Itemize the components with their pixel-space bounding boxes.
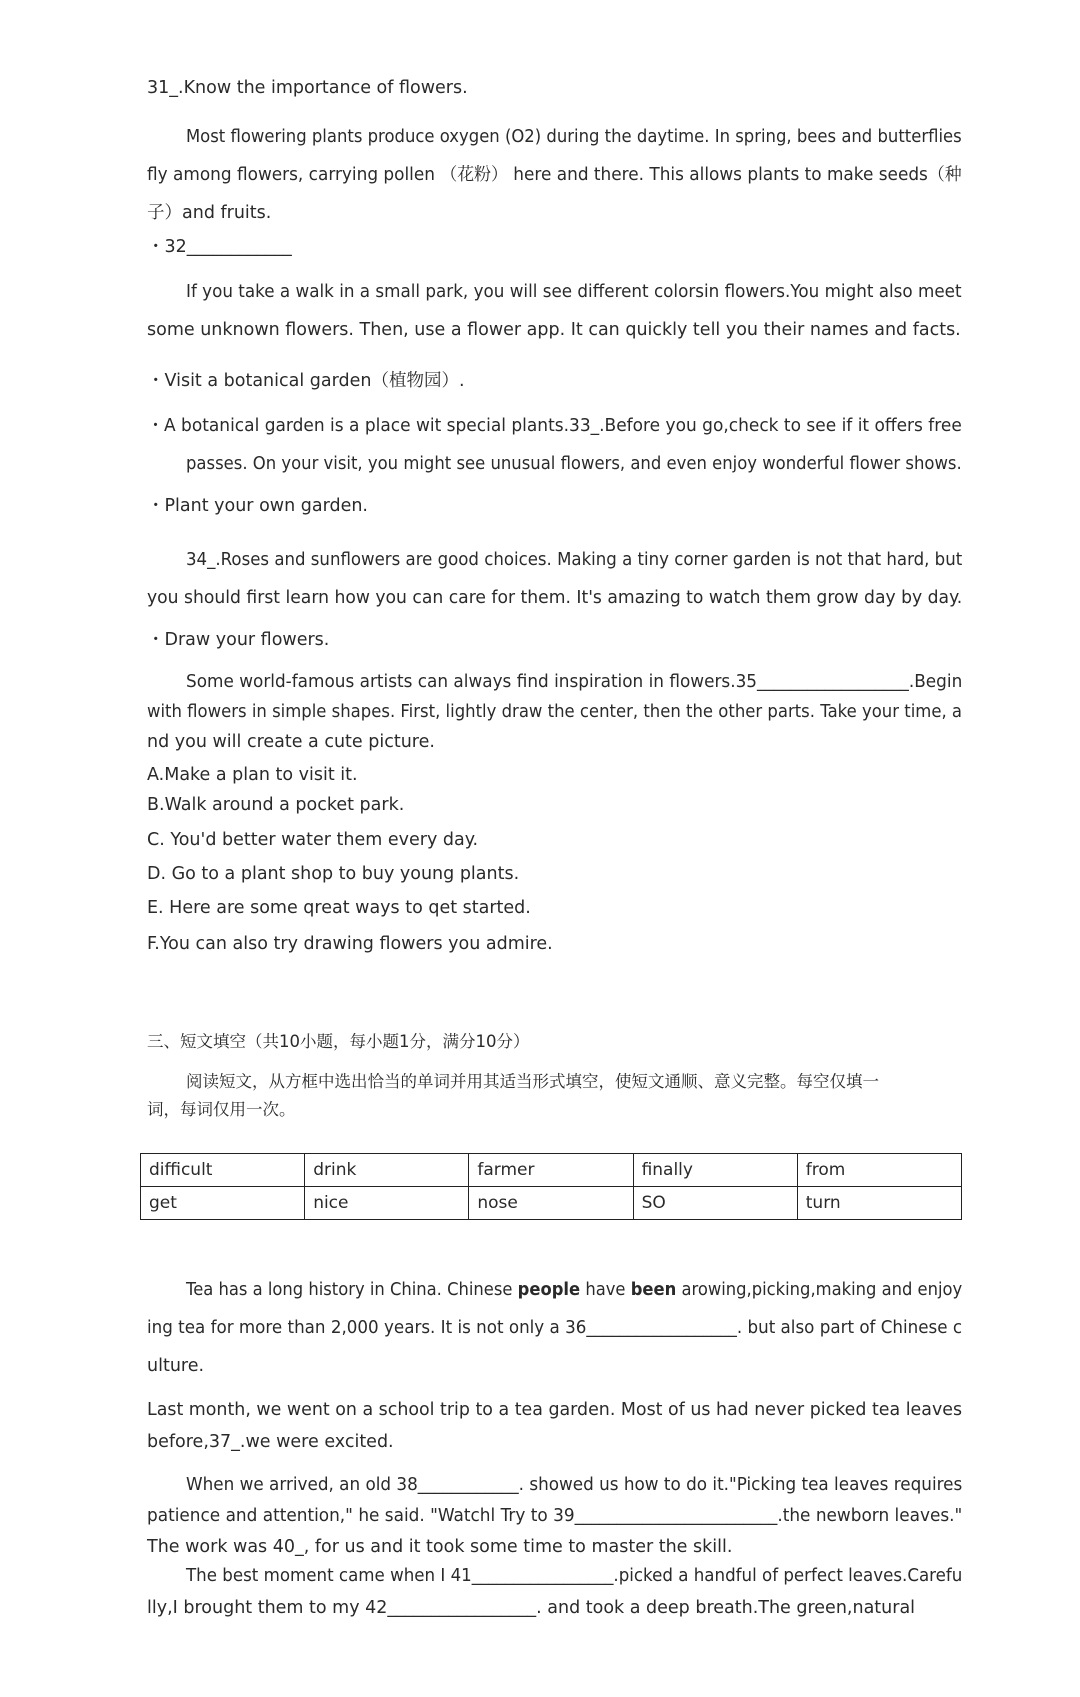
word-box-row — [141, 1187, 962, 1220]
text-run: Tea has a long history in China. Chinese — [186, 1280, 518, 1300]
item-31-heading: 31_.Know the importance of flowers. — [147, 78, 468, 98]
bullet-33: ・A botanical garden is a place wit special plants.33_.Before you go,check to see if it offers free — [147, 416, 962, 436]
paragraph-line: ulture. — [147, 1356, 205, 1376]
paragraph-line: If you take a walk in a small park, you will see different colorsin flowers.You might also meet — [186, 282, 962, 302]
option-c: C. You'd better water them every day. — [147, 830, 479, 850]
paragraph-line: nd you will create a cute picture. — [147, 732, 435, 752]
word-cell: from — [797, 1154, 961, 1187]
word-cell: SO — [633, 1187, 797, 1220]
paragraph-line: When we arrived, an old 38____________. showed us how to do it."Picking tea leaves requires — [186, 1475, 963, 1495]
word-cell: difficult — [141, 1154, 305, 1187]
paragraph-line: The work was 40_, for us and it took some time to master the skill. — [147, 1537, 733, 1557]
paragraph-line: 34_.Roses and sunflowers are good choices. Making a tiny corner garden is not that hard, but — [186, 550, 963, 570]
bullet-33-continuation: passes. On your visit, you might see unusual flowers, and even enjoy wonderful flower shows. — [186, 454, 962, 474]
paragraph-line: ing tea for more than 2,000 years. It is not only a 36__________________. but also part of Chinese c — [147, 1318, 963, 1338]
word-cell: finally — [633, 1154, 797, 1187]
paragraph-line: Last month, we went on a school trip to a tea garden. Most of us had never picked tea leaves — [147, 1400, 963, 1420]
paragraph-line: patience and attention," he said. "Watchl Try to 39________________________.the newborn leaves." — [147, 1506, 963, 1526]
word-cell: nice — [305, 1187, 469, 1220]
paragraph-line: Most flowering plants produce oxygen (O2) during the daytime. In spring, bees and butterflies — [186, 127, 962, 147]
word-cell: turn — [797, 1187, 961, 1220]
text-run: arowing,picking,making and enjoy — [676, 1280, 963, 1300]
bullet-plant-garden: ・Plant your own garden. — [147, 496, 368, 516]
paragraph-line: The best moment came when I 41_________________.picked a handful of perfect leaves.Carefu — [186, 1566, 963, 1586]
paragraph-line: with flowers in simple shapes. First, lightly draw the center, then the other parts. Take your time, a — [147, 702, 963, 722]
instruction-line: 词，每词仅用一次。 — [147, 1100, 296, 1119]
paragraph-line: before,37_.we were excited. — [147, 1432, 394, 1452]
bold-word: been — [630, 1280, 677, 1300]
word-cell: farmer — [469, 1154, 633, 1187]
option-d: D. Go to a plant shop to buy young plants. — [147, 864, 520, 884]
bullet-32: ・32____________ — [147, 237, 292, 257]
word-box — [140, 1153, 962, 1220]
paragraph-line: lly,I brought them to my 42_________________. and took a deep breath.The green,natural — [147, 1598, 916, 1618]
text-run: have — [580, 1280, 631, 1300]
bold-word: people — [517, 1280, 581, 1300]
word-box-row — [141, 1154, 962, 1187]
paragraph-line: 子）and fruits. — [147, 203, 272, 223]
paragraph-line — [186, 1278, 962, 1302]
word-cell: drink — [305, 1154, 469, 1187]
section-heading: 三、短文填空（共10小题，每小题1分，满分10分） — [147, 1032, 530, 1051]
paragraph-line: you should first learn how you can care for them. It's amazing to watch them grow day by day. — [147, 588, 963, 608]
instruction-line: 阅读短文，从方框中选出恰当的单词并用其适当形式填空，使短文通顺、意义完整。每空仅填一 — [186, 1072, 879, 1091]
paragraph-line: some unknown flowers. Then, use a flower app. It can quickly tell you their names and facts. — [147, 320, 961, 340]
option-b: B.Walk around a pocket park. — [147, 795, 405, 815]
paragraph-line: Some world-famous artists can always find inspiration in flowers.35__________________.Begin — [186, 672, 963, 692]
option-e: E. Here are some qreat ways to qet started. — [147, 898, 531, 918]
word-cell: get — [141, 1187, 305, 1220]
paragraph-line: fly among flowers, carrying pollen （花粉） here and there. This allows plants to make seeds（种 — [147, 165, 962, 185]
bullet-visit-garden: ・Visit a botanical garden（植物园）. — [147, 371, 465, 391]
word-cell: nose — [469, 1187, 633, 1220]
option-a: A.Make a plan to visit it. — [147, 765, 358, 785]
option-f: F.You can also try drawing flowers you admire. — [147, 934, 553, 954]
bullet-draw-flowers: ・Draw your flowers. — [147, 630, 330, 650]
